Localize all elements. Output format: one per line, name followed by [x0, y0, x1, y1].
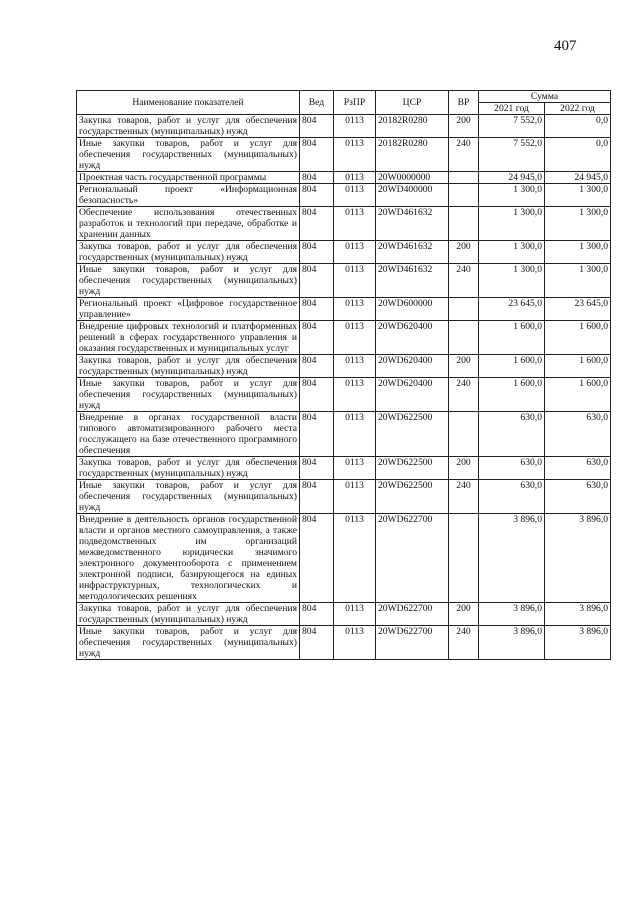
row-amount-2022: 1 300,0	[545, 184, 611, 207]
table-row	[77, 138, 611, 172]
row-rzpr: 0113	[334, 626, 376, 660]
row-ved: 804	[300, 241, 334, 264]
row-csr: 20WD400000	[376, 184, 449, 207]
row-amount-2021: 24 945,0	[479, 172, 545, 184]
row-csr: 20WD461632	[376, 207, 449, 241]
row-name: Закупка товаров, работ и услуг для обеспечения государственных (муниципальных) нужд	[77, 115, 300, 138]
page-number: 407	[554, 38, 577, 54]
row-amount-2021: 7 552,0	[479, 115, 545, 138]
row-name: Иные закупки товаров, работ и услуг для обеспечения государственных (муниципальных) нужд	[77, 264, 300, 298]
row-vr: 240	[449, 378, 479, 412]
row-csr: 20WD622500	[376, 412, 449, 457]
row-amount-2022: 630,0	[545, 480, 611, 514]
header-year-2021: 2021 год	[479, 103, 545, 115]
row-amount-2022: 0,0	[545, 138, 611, 172]
row-csr: 20WD622700	[376, 603, 449, 626]
row-vr: 240	[449, 626, 479, 660]
row-amount-2022: 3 896,0	[545, 514, 611, 603]
row-name: Обеспечение использования отечественных разработок и технологий при передаче, обработке и хранении данных	[77, 207, 300, 241]
row-vr	[449, 514, 479, 603]
row-name: Проектная часть государственной программы	[77, 172, 300, 184]
row-rzpr: 0113	[334, 412, 376, 457]
row-name: Иные закупки товаров, работ и услуг для обеспечения государственных (муниципальных) нужд	[77, 378, 300, 412]
row-ved: 804	[300, 138, 334, 172]
row-name: Закупка товаров, работ и услуг для обеспечения государственных (муниципальных) нужд	[77, 355, 300, 378]
row-amount-2022: 3 896,0	[545, 626, 611, 660]
row-amount-2021: 3 896,0	[479, 603, 545, 626]
row-amount-2021: 1 600,0	[479, 321, 545, 355]
row-ved: 804	[300, 207, 334, 241]
row-csr: 20WD622700	[376, 514, 449, 603]
row-csr: 20182R0280	[376, 138, 449, 172]
row-vr: 200	[449, 241, 479, 264]
row-name: Иные закупки товаров, работ и услуг для обеспечения государственных (муниципальных) нужд	[77, 480, 300, 514]
row-vr: 200	[449, 457, 479, 480]
row-rzpr: 0113	[334, 378, 376, 412]
row-ved: 804	[300, 378, 334, 412]
row-csr: 20WD620400	[376, 355, 449, 378]
row-amount-2022: 630,0	[545, 412, 611, 457]
row-rzpr: 0113	[334, 514, 376, 603]
row-amount-2021: 630,0	[479, 412, 545, 457]
row-csr: 20WD461632	[376, 241, 449, 264]
row-amount-2021: 3 896,0	[479, 626, 545, 660]
row-name: Закупка товаров, работ и услуг для обеспечения государственных (муниципальных) нужд	[77, 603, 300, 626]
table-row	[77, 184, 611, 207]
row-rzpr: 0113	[334, 264, 376, 298]
row-vr	[449, 207, 479, 241]
row-name: Региональный проект «Информационная безопасность»	[77, 184, 300, 207]
row-vr: 240	[449, 264, 479, 298]
row-ved: 804	[300, 115, 334, 138]
row-name: Внедрение в органах государственной власти типового автоматизированного рабочего места госслужащего на базе отечественного программного обеспечения	[77, 412, 300, 457]
row-vr	[449, 321, 479, 355]
row-vr	[449, 412, 479, 457]
row-csr: 20WD622700	[376, 626, 449, 660]
header-vr: ВР	[449, 91, 479, 115]
row-vr	[449, 298, 479, 321]
row-csr: 20WD622500	[376, 457, 449, 480]
row-rzpr: 0113	[334, 138, 376, 172]
row-vr	[449, 172, 479, 184]
row-amount-2021: 3 896,0	[479, 514, 545, 603]
row-csr: 20WD600000	[376, 298, 449, 321]
row-rzpr: 0113	[334, 457, 376, 480]
row-vr: 240	[449, 480, 479, 514]
row-amount-2022: 1 600,0	[545, 321, 611, 355]
row-csr: 20WD620400	[376, 378, 449, 412]
table-row	[77, 603, 611, 626]
row-amount-2021: 1 600,0	[479, 355, 545, 378]
row-amount-2021: 1 300,0	[479, 184, 545, 207]
row-amount-2021: 1 300,0	[479, 264, 545, 298]
row-name: Иные закупки товаров, работ и услуг для обеспечения государственных (муниципальных) нужд	[77, 138, 300, 172]
row-ved: 804	[300, 457, 334, 480]
row-ved: 804	[300, 355, 334, 378]
row-name: Закупка товаров, работ и услуг для обеспечения государственных (муниципальных) нужд	[77, 241, 300, 264]
row-vr: 200	[449, 603, 479, 626]
table-row	[77, 355, 611, 378]
row-vr: 240	[449, 138, 479, 172]
row-amount-2021: 1 300,0	[479, 241, 545, 264]
table-body	[77, 115, 611, 660]
row-rzpr: 0113	[334, 184, 376, 207]
row-amount-2022: 1 300,0	[545, 241, 611, 264]
row-rzpr: 0113	[334, 207, 376, 241]
table-row	[77, 457, 611, 480]
budget-table	[76, 90, 611, 660]
row-name: Внедрение в деятельность органов государственной власти и органов местного самоуправления, а также подведомственных им организаций межведомственного юридически значимого электронного документооборота с применением электронной подписи, базирующегося на единых инфраструктурных, технологических и методологических решениях	[77, 514, 300, 603]
row-amount-2022: 1 300,0	[545, 264, 611, 298]
row-rzpr: 0113	[334, 298, 376, 321]
row-ved: 804	[300, 321, 334, 355]
header-csr: ЦСР	[376, 91, 449, 115]
row-rzpr: 0113	[334, 321, 376, 355]
row-amount-2022: 3 896,0	[545, 603, 611, 626]
row-amount-2021: 1 300,0	[479, 207, 545, 241]
row-vr	[449, 184, 479, 207]
row-name: Внедрение цифровых технологий и платформенных решений в сферах государственного управления и оказания государственных и муниципальных услуг	[77, 321, 300, 355]
table-row	[77, 412, 611, 457]
row-ved: 804	[300, 603, 334, 626]
table-row	[77, 207, 611, 241]
row-vr: 200	[449, 355, 479, 378]
row-amount-2021: 630,0	[479, 457, 545, 480]
row-rzpr: 0113	[334, 355, 376, 378]
header-rzpr: РзПР	[334, 91, 376, 115]
row-ved: 804	[300, 480, 334, 514]
table-row	[77, 264, 611, 298]
row-ved: 804	[300, 264, 334, 298]
row-csr: 20182R0280	[376, 115, 449, 138]
row-amount-2022: 0,0	[545, 115, 611, 138]
row-amount-2022: 1 600,0	[545, 355, 611, 378]
row-ved: 804	[300, 172, 334, 184]
row-csr: 20WD461632	[376, 264, 449, 298]
table-row	[77, 115, 611, 138]
row-ved: 804	[300, 184, 334, 207]
row-rzpr: 0113	[334, 115, 376, 138]
table-row	[77, 378, 611, 412]
row-amount-2021: 7 552,0	[479, 138, 545, 172]
table-row	[77, 480, 611, 514]
header-name: Наименование показателей	[77, 91, 300, 115]
table-row	[77, 172, 611, 184]
header-sum: Сумма	[479, 91, 611, 103]
row-amount-2022: 630,0	[545, 457, 611, 480]
row-ved: 804	[300, 626, 334, 660]
row-name: Закупка товаров, работ и услуг для обеспечения государственных (муниципальных) нужд	[77, 457, 300, 480]
table-row	[77, 514, 611, 603]
table-row	[77, 626, 611, 660]
row-ved: 804	[300, 412, 334, 457]
row-amount-2021: 23 645,0	[479, 298, 545, 321]
row-ved: 804	[300, 514, 334, 603]
row-csr: 20WD622500	[376, 480, 449, 514]
table-header	[77, 91, 611, 115]
row-amount-2022: 1 300,0	[545, 207, 611, 241]
table-row	[77, 241, 611, 264]
table-row	[77, 298, 611, 321]
header-year-2022: 2022 год	[545, 103, 611, 115]
row-csr: 20W0000000	[376, 172, 449, 184]
row-rzpr: 0113	[334, 241, 376, 264]
row-amount-2022: 1 600,0	[545, 378, 611, 412]
row-name: Иные закупки товаров, работ и услуг для обеспечения государственных (муниципальных) нужд	[77, 626, 300, 660]
row-name: Региональный проект «Цифровое государственное управление»	[77, 298, 300, 321]
row-rzpr: 0113	[334, 480, 376, 514]
row-amount-2022: 23 645,0	[545, 298, 611, 321]
row-csr: 20WD620400	[376, 321, 449, 355]
row-ved: 804	[300, 298, 334, 321]
row-amount-2022: 24 945,0	[545, 172, 611, 184]
row-amount-2021: 1 600,0	[479, 378, 545, 412]
row-vr: 200	[449, 115, 479, 138]
header-ved: Вед	[300, 91, 334, 115]
row-amount-2021: 630,0	[479, 480, 545, 514]
table-row	[77, 321, 611, 355]
row-rzpr: 0113	[334, 603, 376, 626]
row-rzpr: 0113	[334, 172, 376, 184]
